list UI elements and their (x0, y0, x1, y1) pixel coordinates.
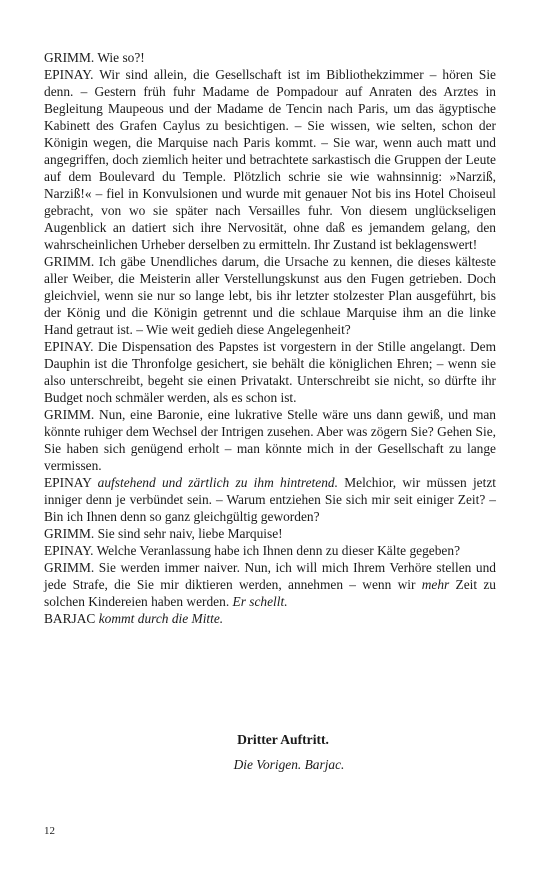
dialogue-run: GRIMM. Ich gäbe Unendliches darum, die Ursache zu kennen, die dieses kälteste aller Weiber, die Meisterin aller Verstellungskunst aus den Fugen getrieben. Doch gleichviel, wenn sie nur so lange lebt, bis ihr letzter stolzester Plan ausgeführt, bis der König und die Königin getrennt und die schlaue Marquise ihm an die linke Hand getraut ist. – Wie weit gedieh diese Angelegenheit? (44, 254, 496, 337)
dialogue-run: BARJAC (44, 611, 99, 626)
dialogue-paragraph (44, 559, 496, 610)
scene-heading: Dritter Auftritt. (237, 732, 329, 747)
dialogue-run: EPINAY. Welche Veranlassung habe ich Ihnen denn zu dieser Kälte gegeben? (44, 543, 461, 558)
dialogue-run: GRIMM. Wie so?! (44, 50, 145, 65)
dialogue-paragraph (44, 525, 496, 542)
dialogue-paragraph (44, 253, 496, 338)
dialogue-paragraph (44, 49, 496, 66)
dialogue-paragraph (44, 338, 496, 406)
dialogue-run: GRIMM. Sie werden immer naiver. Nun, ich will mich Ihrem Verhöre stellen und jede Strafe, die Sie mir diktieren werden, annehmen – wenn wir (44, 560, 496, 592)
dialogue-run: GRIMM. Nun, eine Baronie, eine lukrative Stelle wäre uns dann gewiß, und man könnte ruhiger dem Wechsel der Intrigen zusehen. Aber was zögern Sie? Gehen Sie, Sie haben sich genügend erholt – man könnte mich in der Gesellschaft zu lange vermissen. (44, 407, 496, 473)
dialogue-run: GRIMM. Sie sind sehr naiv, liebe Marquise! (44, 526, 283, 541)
dialogue-run: EPINAY (44, 475, 98, 490)
dialogue-paragraph (44, 66, 496, 253)
stage-direction: kommt durch die Mitte. (98, 611, 224, 626)
page-number: 12 (44, 825, 55, 837)
dialogue-run: EPINAY. Die Dispensation des Papstes ist vorgestern in der Stille angelangt. Dem Dauphin ist die Thronfolge gesichert, sie behält die königlichen Ehren; – wenn sie also unterschreibt, begeht sie einen Privatakt. Unterschreibt sie nicht, so dürfte ihr Budget noch schmäler werden, als es schon ist. (44, 339, 496, 405)
dialogue-paragraph (44, 542, 496, 559)
dialogue-run: EPINAY. Wir sind allein, die Gesellschaft ist im Bibliothekzimmer – hören Sie denn. – Gestern früh fuhr Madame de Pompadour auf Anraten des Arztes in Begleitung Maupeous und der Madame de Tencin nach Paris, um das ägyptische Kabinett des Grafen Caylus zu besichtigen. – Sie wissen, wie selten, schon der Königin wegen, die Marquise nach Paris kommt. – Sie war, wenn auch matt und angegriffen, doch ziemlich heiter und betrachtete sarkastisch die Gruppen der Leute auf dem Boulevard du Temple. Plötzlich schrie sie wie wahnsinnig: »Narziß, Narziß!« – fiel in Konvulsionen und wurde mit genauer Not bis ins Hotel Choiseul gebracht, von wo sie später nach Versailles fuhr. Von diesem unglückseligen Augenblick an datiert sich ihre Nervosität, ohne daß es jemandem gelang, den wahrscheinlichen Urheber derselben zu ermitteln. Ihr Zustand ist beklagenswert! (44, 67, 496, 252)
stage-direction: aufstehend und zärtlich zu ihm hintretend. (97, 475, 338, 490)
dialogue-run: Zeit zu solchen Kindereien haben werden. (44, 577, 496, 609)
stage-direction: Er schellt. (232, 594, 288, 609)
dialogue-paragraph (44, 610, 496, 627)
scene-cast-list: Die Vorigen. Barjac. (233, 757, 345, 772)
dialogue-text (44, 49, 496, 627)
stage-direction: mehr (421, 577, 450, 592)
dialogue-run: Melchior, wir müssen jetzt inniger denn je verbündet sein. – Warum entziehen Sie sich mir seit einiger Zeit? – Bin ich Ihnen denn so ganz gleichgültig geworden? (44, 475, 497, 524)
dialogue-paragraph (44, 406, 496, 474)
dialogue-paragraph (44, 474, 496, 525)
